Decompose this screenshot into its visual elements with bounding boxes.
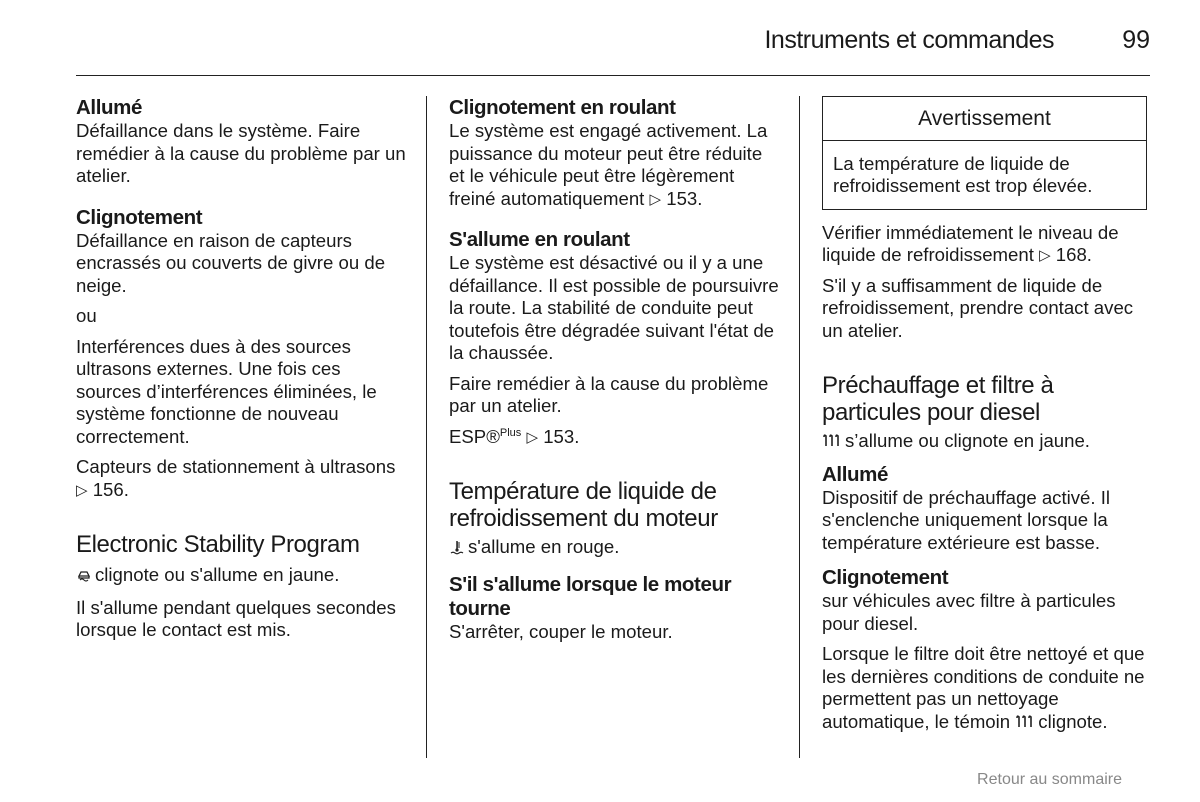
paragraph: Le système est engagé activement. La puissance du moteur peut être réduite et le véhicule peut être légèrement freiné automatiquement ▷ 153. xyxy=(449,120,768,209)
heading-temperature: Température de liquide de refroidissement du moteur xyxy=(449,478,718,532)
column-right xyxy=(822,96,1150,743)
warning-title: Avertissement xyxy=(823,97,1146,141)
glow-plug-icon xyxy=(822,432,842,455)
paragraph: s’allume ou clignote en jaune. xyxy=(822,430,1150,455)
esp-skid-icon xyxy=(76,566,92,589)
heading-clignotement: Clignotement xyxy=(822,566,949,589)
page-ref[interactable]: 153. xyxy=(666,187,703,209)
heading-allume: Allumé xyxy=(822,462,888,486)
page-number: 99 xyxy=(1122,26,1150,54)
paragraph: Faire remédier à la cause du problème par un atelier. xyxy=(449,372,769,416)
paragraph: Interférences dues à des sources ultrasons externes. Une fois ces sources d’interférences éliminées, le système fonctionne de nouveau correctement. xyxy=(76,335,377,447)
warning-box xyxy=(822,96,1147,210)
heading-prechauffage: Préchauffage et filtre à particules pour diesel xyxy=(822,372,1054,426)
column-left xyxy=(76,96,406,650)
coolant-temperature-icon xyxy=(449,538,465,561)
paragraph: Défaillance en raison de capteurs encrassés ou couverts de givre ou de neige. xyxy=(76,229,386,296)
heading-clignotement: Clignotement xyxy=(76,205,203,229)
paragraph: Le système est désactivé ou il y a une défaillance. Il est possible de poursuivre la route. La stabilité de conduite peut toutefois être dégradée suivant l'état de la chaussée. xyxy=(449,252,779,363)
paragraph: Vérifier immédiatement le niveau de liquide de refroidissement ▷ 168. xyxy=(822,221,1119,265)
paragraph: Dispositif de préchauffage activé. Il s'enclenche uniquement lorsque la température extérieure est basse. xyxy=(822,486,1111,553)
heading-moteur-tourne: S'il s'allume lorsque le moteur tourne xyxy=(449,572,732,620)
column-divider xyxy=(799,96,800,758)
column-middle xyxy=(449,96,781,651)
page-header xyxy=(0,0,1200,76)
heading-allume-roulant: S'allume en roulant xyxy=(449,228,630,251)
warning-body: La température de liquide de refroidissement est trop élevée. xyxy=(833,152,1093,196)
page-ref[interactable]: 153. xyxy=(543,425,580,447)
paragraph: s'allume en rouge. xyxy=(449,536,781,561)
paragraph: S'il y a suffisamment de liquide de refroidissement, prendre contact avec un atelier. xyxy=(822,274,1134,341)
paragraph: ESP®$^{Plus}$ ▷ 153. xyxy=(449,425,580,447)
heading-allume: Allumé xyxy=(76,96,142,119)
heading-esp: Electronic Stability Program xyxy=(76,531,360,558)
paragraph: sur véhicules avec filtre à particules pour diesel. xyxy=(822,590,1116,634)
paragraph: Défaillance dans le système. Faire remédier à la cause du problème par un atelier. xyxy=(76,120,406,186)
column-divider xyxy=(426,96,427,758)
header-rule xyxy=(76,75,1150,76)
heading-clignotement-roulant: Clignotement en roulant xyxy=(449,96,676,119)
section-title: Instruments et commandes xyxy=(764,26,1054,54)
paragraph: S'arrêter, couper le moteur. xyxy=(449,620,673,642)
back-to-contents-link[interactable]: Retour au sommaire xyxy=(977,771,1122,788)
ref-arrow-icon[interactable]: ▷ xyxy=(1039,247,1051,264)
page-ref[interactable]: 168. xyxy=(1055,244,1092,265)
paragraph: Il s'allume pendant quelques secondes lorsque le contact est mis. xyxy=(76,596,396,640)
paragraph: Lorsque le filtre doit être nettoyé et que les dernières conditions de conduite ne permettent pas un nettoyage automatique, le témoin clignote. xyxy=(822,643,1150,735)
page-ref[interactable]: 156. xyxy=(92,478,129,500)
paragraph: ou xyxy=(76,305,97,326)
paragraph: Capteurs de stationnement à ultrasons ▷ 156. xyxy=(76,456,396,500)
paragraph: clignote ou s'allume en jaune. xyxy=(76,564,406,589)
ref-arrow-icon[interactable]: ▷ xyxy=(649,190,662,208)
glow-plug-icon xyxy=(1015,713,1035,736)
ref-arrow-icon[interactable]: ▷ xyxy=(526,428,539,446)
ref-arrow-icon[interactable]: ▷ xyxy=(76,481,88,499)
